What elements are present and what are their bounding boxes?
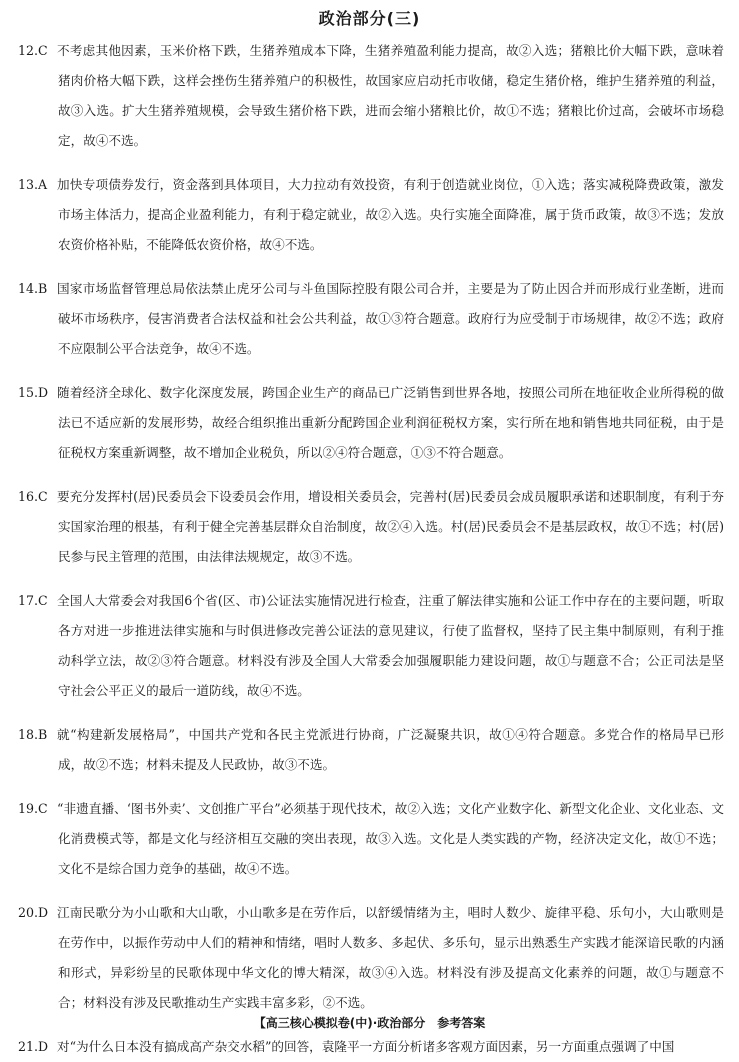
answer-number: 16.C xyxy=(18,489,48,504)
answer-text: 随着经济全球化、数字化深度发展，跨国企业生产的商品已广泛销售到世界各地，按照公司所在地征收企业所得税的做法已不适应新的发展形势，故经合组织推出重新分配跨国企业利润征税权方案，实行所在地和销售地共同征税，由于是征税权方案重新调整，故不增加企业税负，所以②④符合题意，①③不符合题意。 xyxy=(57,385,724,460)
answer-text: 全国人大常委会对我国6个省(区、市)公证法实施情况进行检查，注重了解法律实施和公证工作中存在的主要问题，听取各方对进一步推进法律实施和与时俱进修改完善公证法的意见建议，行使了监督权，坚持了民主集中制原则，有利于推动科学立法，故②③符合题意。材料没有涉及全国人大常委会加强履职能力建设问题，故①与题意不合；公正司法是坚守社会公平正义的最后一道防线，故④不选。 xyxy=(57,593,724,698)
page-footer: 【高三核心模拟卷(中)·政治部分 参考答案 xyxy=(253,1016,486,1030)
answer-number: 18.B xyxy=(18,727,48,742)
answer-item xyxy=(18,274,724,364)
answer-number: 19.C xyxy=(18,801,48,816)
answer-number: 15.D xyxy=(18,385,49,400)
answer-number: 13.A xyxy=(18,177,48,192)
answer-number: 12.C xyxy=(18,43,48,58)
answer-text: 江南民歌分为小山歌和大山歌，小山歌多是在劳作后，以舒缓情绪为主，唱时人数少、旋律平稳、乐句小，大山歌则是在劳作中，以振作劳动中人们的精神和情绪，唱时人数多、多起伏、多乐句，显示出熟悉生产实践才能深谙民歌的内涵和形式，异彩纷呈的民歌体现中华文化的博大精深，故③④入选。材料没有涉及提高文化素养的问题，故①与题意不合；材料没有涉及民歌推动生产实践丰富多彩，②不选。 xyxy=(57,905,724,1010)
answer-number: 20.D xyxy=(18,905,49,920)
answer-item xyxy=(18,898,724,1018)
answer-number: 17.C xyxy=(18,593,48,608)
answer-item xyxy=(18,482,724,572)
answer-text: 加快专项债券发行，资金落到具体项目，大力拉动有效投资，有利于创造就业岗位，①入选；落实减税降费政策，激发市场主体活力，提高企业盈利能力，有利于稳定就业，故②入选。央行实施全面降准，属于货币政策，故③不选；发放农资价格补贴，不能降低农资价格，故④不选。 xyxy=(57,177,724,252)
answer-number: 21.D xyxy=(18,1039,49,1054)
answer-text: “非遗直播、‘图书外卖’、文创推广平台”必须基于现代技术，故②入选；文化产业数字化、新型文化企业、文化业态、文化消费模式等，都是文化与经济相互交融的突出表现，故③入选。文化是人类实践的产物，经济决定文化，故①不选；文化不是综合国力竞争的基础，故④不选。 xyxy=(57,801,724,876)
answer-item xyxy=(18,170,724,260)
page-title: 政治部分(三) xyxy=(318,9,421,28)
answer-list xyxy=(18,36,724,1062)
answer-text: 就“构建新发展格局”，中国共产党和各民主党派进行协商，广泛凝聚共识，故①④符合题意。多党合作的格局早已形成，故②不选；材料未提及人民政协，故③不选。 xyxy=(57,727,724,772)
answer-text: 国家市场监督管理总局依法禁止虎牙公司与斗鱼国际控股有限公司合并，主要是为了防止因合并而形成行业垄断，进而破坏市场秩序，侵害消费者合法权益和社会公共利益，故①③符合题意。政府行为应受制于市场规律，故②不选；政府不应限制公平合法竞争，故④不选。 xyxy=(57,281,724,356)
answer-item xyxy=(18,586,724,706)
answer-text: 要充分发挥村(居)民委员会下设委员会作用，增设相关委员会，完善村(居)民委员会成员履职承诺和述职制度，有利于夯实国家治理的根基，有利于健全完善基层群众自治制度，故②④入选。村(居)民委员会不是基层政权，故①不选；村(居)民参与民主管理的范围，由法律法规规定，故③不选。 xyxy=(57,489,724,564)
answer-item xyxy=(18,720,724,780)
answer-item xyxy=(18,794,724,884)
answer-item xyxy=(18,378,724,468)
answer-text: 不考虑其他因素，玉米价格下跌，生猪养殖成本下降，生猪养殖盈利能力提高，故②入选；猪粮比价大幅下跌，意味着猪肉价格大幅下跌，这样会挫伤生猪养殖户的积极性，故国家应启动托市收储，稳定生猪价格，维护生猪养殖的利益，故③入选。扩大生猪养殖规模，会导致生猪价格下跌，进而会缩小猪粮比价，故①不选；猪粮比价过高，会破坏市场稳定，故④不选。 xyxy=(57,43,724,148)
answer-item xyxy=(18,36,724,156)
answer-text: 对“为什么日本没有搞成高产杂交水稻”的回答，袁隆平一方面分析诸多客观方面因素，另一方面重点强调了中国 xyxy=(57,1039,675,1054)
answer-number: 14.B xyxy=(18,281,48,296)
